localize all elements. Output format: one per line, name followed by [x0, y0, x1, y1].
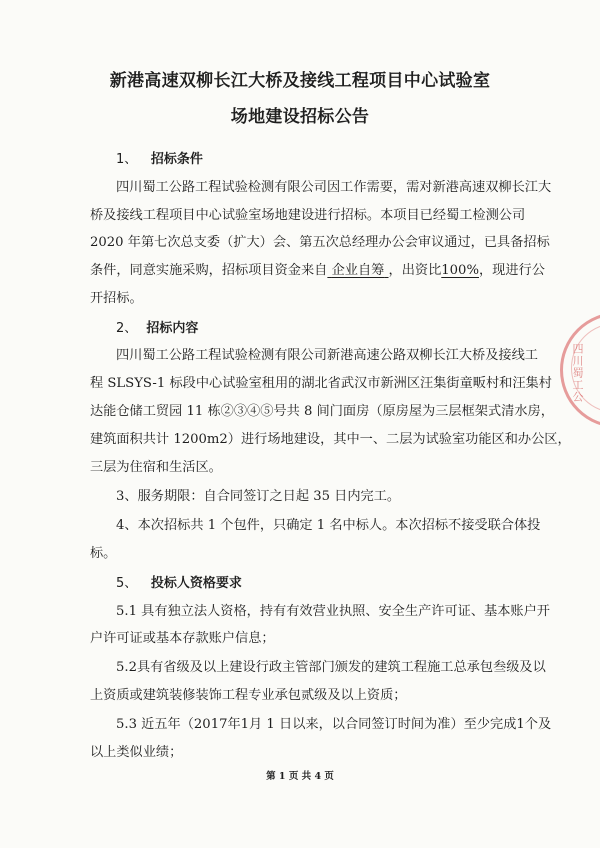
section-1-number: 1、	[116, 152, 138, 167]
section-2-number: 2、	[116, 321, 138, 336]
section-1-line-2: 桥及接线工程项目中心试验室场地建设进行招标。本项目已经蜀工检测公司	[90, 208, 526, 223]
section-2-heading	[116, 319, 512, 339]
requirement-5-2-line-1: 5.2具有省级及以上建设行政主管部门颁发的建筑工程施工总承包叁级及以	[116, 660, 546, 675]
section-1-title: 招标条件	[150, 152, 203, 167]
section-1-line-4	[90, 261, 545, 281]
requirement-5-2-line-2: 上资质或建筑装修装饰工程专业承包贰级及以上资质；	[90, 688, 407, 703]
requirement-5-1-line-1: 5.1 具有独立法人资格，持有有效营业执照、安全生产许可证、基本账户开	[116, 604, 550, 619]
funding-text-mid: ，出资比	[388, 263, 442, 278]
item-3-service-period: 3、服务期限：自合同签订之日起 35 日内完工。	[116, 489, 401, 504]
section-2-line-1: 四川蜀工公路工程试验检测有限公司新港高速公路双柳长江大桥及接线工	[116, 348, 538, 363]
section-2-line-4: 建筑面积共计 1200m2）进行场地建设，其中一、二层为试验室功能区和办公区，	[90, 432, 571, 447]
funding-ratio: 100%	[441, 263, 479, 278]
requirement-5-1-line-2: 户许可证或基本存款账户信息；	[90, 631, 275, 646]
funding-text-pre: 条件，同意实施采购，招标项目资金来自	[90, 263, 328, 278]
requirement-5-3-line-2: 以上类似业绩；	[90, 745, 183, 760]
document-title-line-1: 新港高速双柳长江大桥及接线工程项目中心试验室	[109, 71, 491, 91]
section-1-line-1: 四川蜀工公路工程试验检测有限公司因工作需要，需对新港高速双柳长江大	[116, 180, 552, 195]
section-5-heading	[116, 574, 512, 594]
section-2-line-5: 三层为住宿和生活区。	[90, 460, 222, 475]
section-1-line-5: 开招标。	[90, 291, 143, 306]
section-1-heading	[116, 150, 512, 170]
section-5-number: 5、	[116, 576, 138, 591]
page-number-footer: 第 1 页 共 4 页	[266, 771, 334, 782]
section-2-line-3: 达能仓储工贸园 11 栋②③④⑤号共 8 间门面房（原房屋为三层框架式清水房，	[90, 404, 554, 419]
requirement-5-3-line-1: 5.3 近五年（2017年1月 1 日以来，以合同签订时间为准）至少完成1个及	[116, 717, 552, 732]
section-5-title: 投标人资格要求	[150, 576, 242, 591]
funding-source: 企业自筹	[331, 263, 385, 278]
funding-text-post: ，现进行公	[478, 263, 545, 278]
section-2-line-2: 程 SLSYS-1 标段中心试验室租用的湖北省武汉市新洲区汪集街童畈村和汪集村	[90, 376, 552, 391]
seal-text: 四川蜀工公	[571, 343, 584, 403]
section-1-line-3: 2020 年第七次总支委（扩大）会、第五次总经理办公会审议通过，已具备招标	[90, 235, 550, 250]
document-title-line-2: 场地建设招标公告	[230, 107, 370, 127]
section-2-title: 招标内容	[146, 321, 199, 336]
company-seal-stamp	[560, 312, 600, 428]
item-4-line-1: 4、本次招标共 1 个包件，只确定 1 名中标人。本次招标不接受联合体投	[116, 518, 541, 533]
item-4-line-2: 标。	[90, 546, 117, 561]
